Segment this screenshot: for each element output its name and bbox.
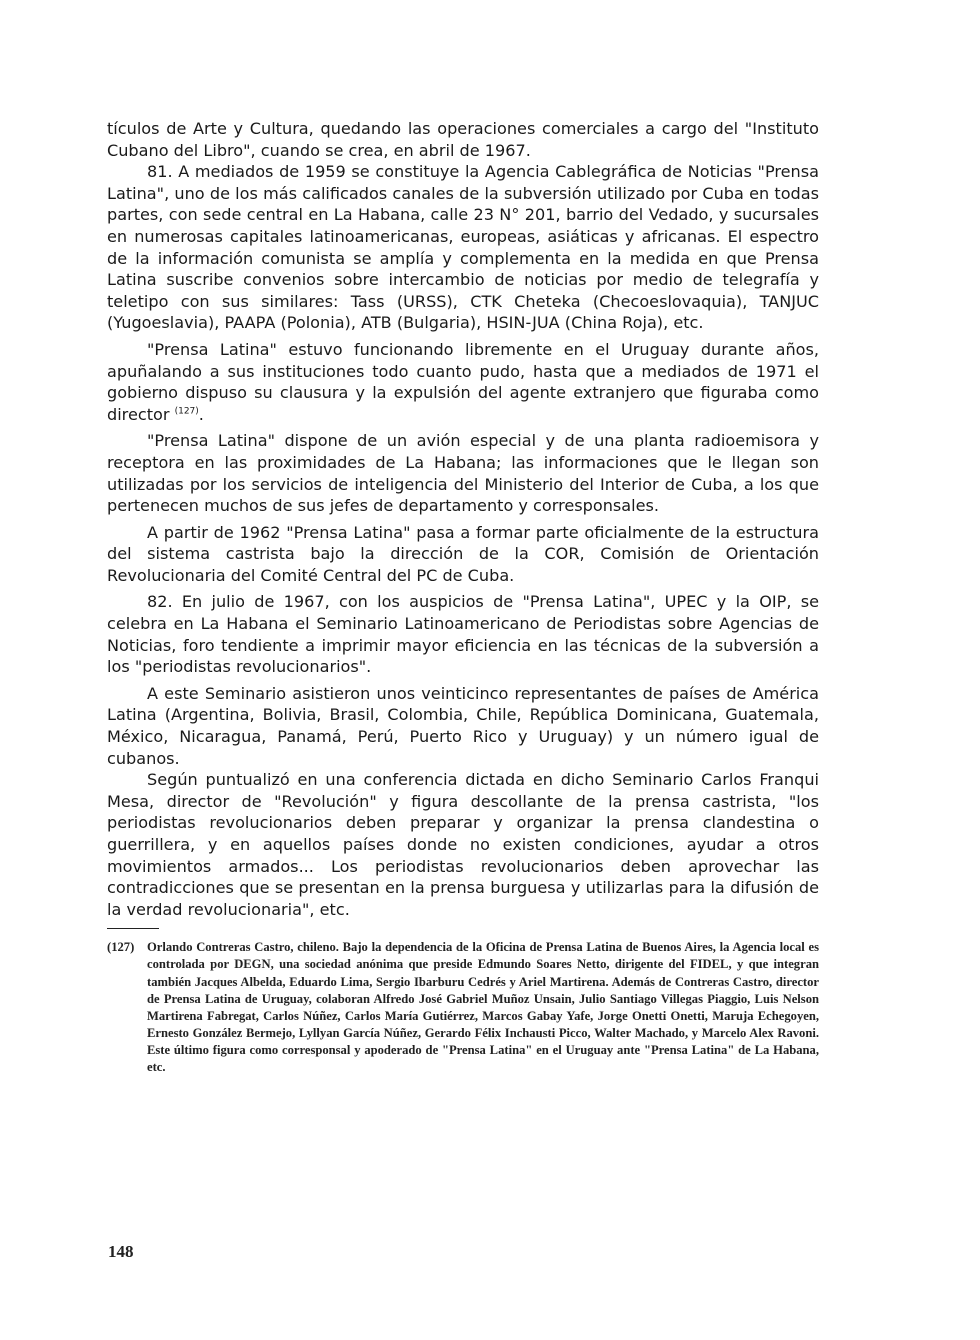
paragraph-franqui: Según puntualizó en una conferencia dictada en dicho Seminario Carlos Franqui Mesa, director de "Revolución" y figura descollante de la prensa castrista, "los periodistas revolucionarios deben preparar y organizar la prensa clandestina o guerrillera, y en aquellos países donde no existen condiciones, ayudar a otros movimientos armados... Los periodistas revolucionarios deben aprovechar las contradicciones que se presentan en la prensa burguesa y utilizarlas para la difusión de la verdad revolucionaria", etc. bbox=[107, 770, 819, 919]
paragraph-uruguay-text: "Prensa Latina" estuvo funcionando libremente en el Uruguay durante años, apuñalando a sus instituciones todo cuanto pudo, hasta que a mediados de 1971 el gobierno dispuso su clausura y la expulsión del agente extranjero que figuraba como director bbox=[107, 339, 819, 424]
footnote-divider bbox=[107, 928, 159, 929]
paragraph-81: 81. A mediados de 1959 se constituye la Agencia Cablegráfica de Noticias "Prensa Latina", uno de los más calificados canales de la subversión utilizado por Cuba en todas partes, con sede central en La Habana, calle 23 N° 201, barrio del Vedado, y sucursales en numerosas capitales latinoamericanas, europeas, asiáticas y africanas. El espectro de la información comunista se amplía y complementa en la medida en que Prensa Latina suscribe convenios sobre intercambio de noticias por medio de telegrafía y teletipo con sus similares: Tass (URSS), CTK Cheteka (Checoeslovaquia), TANJUC (Yugoeslavia), PAAPA (Polonia), ATB (Bulgaria), HSIN-JUA (China Roja), etc. bbox=[107, 162, 819, 333]
paragraph-1962: A partir de 1962 "Prensa Latina" pasa a formar parte oficialmente de la estructura del sistema castrista bajo la dirección de la COR, Comisión de Orientación Revolucionaria del Comité Central del PC de Cuba. bbox=[107, 522, 819, 585]
paragraph-uruguay bbox=[107, 339, 819, 425]
page-number: 148 bbox=[108, 1242, 134, 1261]
footnote-reference: (127) bbox=[174, 406, 199, 417]
paragraph-seminario: A este Seminario asistieron unos veinticinco representantes de países de América Latina (Argentina, Bolivia, Brasil, Colombia, Chile, República Dominicana, Guatemala, México, Nicaragua, Panamá, Perú, Puerto Rico y Uruguay) y un número igual de cubanos. bbox=[107, 683, 819, 768]
paragraph-uruguay-end: . bbox=[198, 404, 204, 424]
paragraph-82: 82. En julio de 1967, con los auspicios de "Prensa Latina", UPEC y la OIP, se celebra en La Habana el Seminario Latinoamericano de Periodistas sobre Agencias de Noticias, foro tendiente a imprimir mayor eficiencia en las técnicas de la subversión a los "periodistas revolucionarios". bbox=[107, 592, 819, 677]
paragraph-avion: "Prensa Latina" dispone de un avión especial y de una planta radioemisora y receptora en las proximidades de La Habana; las informaciones que le llegan son utilizadas por los servicios de inteligencia del Ministerio del Interior de Cuba, a los que pertenecen muchos de sus jefes de departamento y corresponsales. bbox=[107, 431, 819, 516]
paragraph-continuation: tículos de Arte y Cultura, quedando las operaciones comerciales a cargo del "Instituto Cubano del Libro", cuando se crea, en abril de 1967. bbox=[107, 119, 819, 160]
footnote-text: Orlando Contreras Castro, chileno. Bajo la dependencia de la Oficina de Prensa Latina de Buenos Aires, la Agencia local es controlada por DEGN, una sociedad anónima que preside Edmundo Soares Netto, dirigente del FIDEL, y que integran también Jacques Albelda, Eduardo Lima, Sergio Ibarburu Cedrés y Ariel Martirena. Además de Contreras Castro, director de Prensa Latina de Uruguay, colaboran Alfredo José Gabriel Muñoz Unsain, Julio Santiago Villegas Piaggio, Luis Nelson Martirena Fabregat, Carlos Núñez, Carlos María Gutiérrez, Marcos Gabay Yafe, Jorge Onetti Onetti, Maruja Echegoyen, Ernesto González Bermejo, Lyllyan García Núñez, Gerardo Félix Inchausti Picco, Walter Machado, y Marcelo Alex Ravoni. Este último figura como corresponsal y apoderado de "Prensa Latina" en el Uruguay ante "Prensa Latina" de La Habana, etc. bbox=[147, 940, 819, 1075]
footnote-marker: (127) bbox=[107, 940, 135, 955]
page-content bbox=[107, 118, 819, 1076]
footnote-127 bbox=[107, 939, 819, 1076]
